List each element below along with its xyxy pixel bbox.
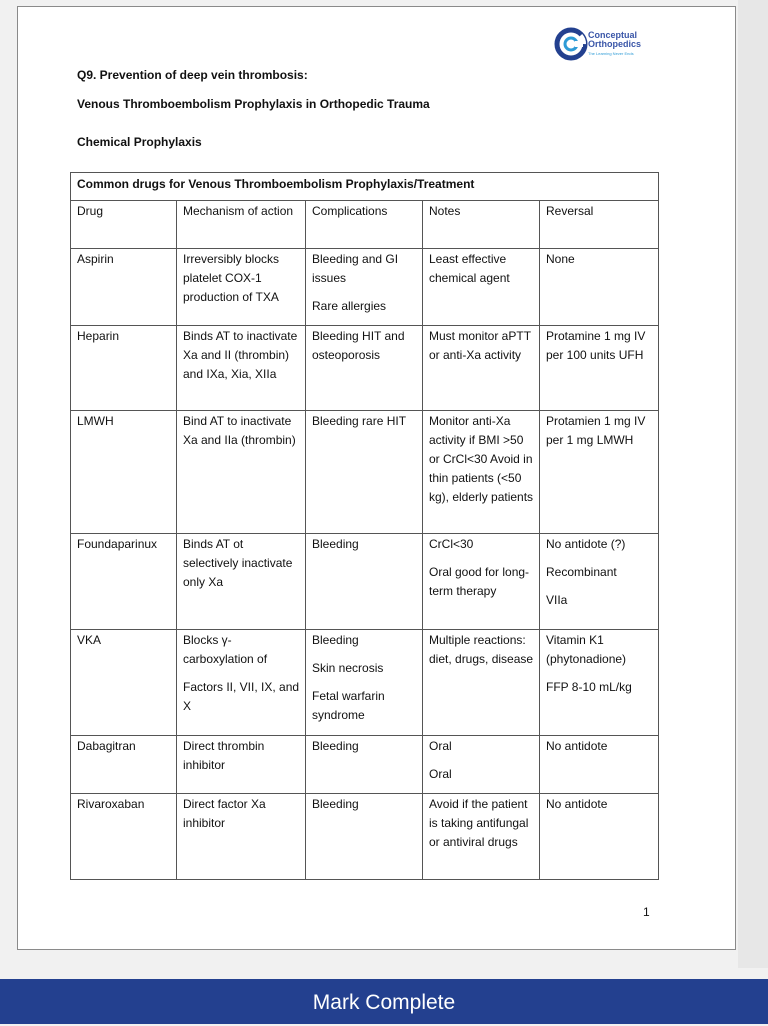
mechanism-cell: Binds AT ot selectively inactivate only Xa xyxy=(177,534,306,630)
logo-name-line1: Conceptual xyxy=(588,30,638,40)
logo-tagline: The Learning Never Ends xyxy=(588,51,634,56)
mechanism-cell: Bind AT to inactivate Xa and IIa (thrombin) xyxy=(177,411,306,534)
header-complications: Complications xyxy=(306,201,423,249)
reversal-cell: No antidote xyxy=(540,736,659,794)
table-row xyxy=(71,794,659,880)
reversal-cell: None xyxy=(540,249,659,326)
complication-text: Bleeding and GI issues xyxy=(312,252,399,285)
header-drug: Drug xyxy=(71,201,177,249)
mechanism-text: Blocks γ-carboxylation of xyxy=(183,633,268,666)
complication-text: Rare allergies xyxy=(312,299,387,313)
notes-cell: Least effective chemical agent xyxy=(423,249,540,326)
document-subtitle: Venous Thromboembolism Prophylaxis in Orthopedic Trauma xyxy=(77,97,430,111)
reversal-cell: Protamien 1 mg IV per 1 mg LMWH xyxy=(540,411,659,534)
section-title: Chemical Prophylaxis xyxy=(77,135,202,149)
drug-name-cell: Aspirin xyxy=(71,249,177,326)
complications-cell: Bleeding xyxy=(306,736,423,794)
table-row xyxy=(71,249,659,326)
complication-text: Fetal warfarin syndrome xyxy=(312,689,385,722)
table-caption: Common drugs for Venous Thromboembolism Prophylaxis/Treatment xyxy=(71,173,659,201)
reversal-cell xyxy=(540,630,659,736)
notes-cell: Monitor anti-Xa activity if BMI >50 or CrCl<30 Avoid in thin patients (<50 kg), elderly patients xyxy=(423,411,540,534)
reversal-cell: No antidote xyxy=(540,794,659,880)
scrollbar-track[interactable] xyxy=(738,0,768,968)
logo-name-line2: Orthopedics xyxy=(588,39,642,49)
complications-cell: Bleeding rare HIT xyxy=(306,411,423,534)
question-title: Q9. Prevention of deep vein thrombosis: xyxy=(77,68,308,82)
notes-text: Oral good for long-term therapy xyxy=(429,565,530,598)
logo-wordmark xyxy=(588,31,658,49)
mechanism-text: Factors II, VII, IX, and X xyxy=(183,680,300,713)
header-mechanism: Mechanism of action xyxy=(177,201,306,249)
complications-cell xyxy=(306,630,423,736)
reversal-text: Vitamin K1 (phytonadione) xyxy=(546,633,627,666)
header-notes: Notes xyxy=(423,201,540,249)
reversal-text: Recombinant xyxy=(546,565,617,579)
reversal-text: FFP 8-10 mL/kg xyxy=(546,680,632,694)
mechanism-cell: Direct factor Xa inhibitor xyxy=(177,794,306,880)
reversal-cell: Protamine 1 mg IV per 100 units UFH xyxy=(540,326,659,411)
reversal-cell xyxy=(540,534,659,630)
table-row xyxy=(71,326,659,411)
notes-text: CrCl<30 xyxy=(429,537,474,551)
notes-cell: Avoid if the patient is taking antifungal or antiviral drugs xyxy=(423,794,540,880)
notes-cell: Must monitor aPTT or anti-Xa activity xyxy=(423,326,540,411)
drug-name-cell: Rivaroxaban xyxy=(71,794,177,880)
drug-name-cell: LMWH xyxy=(71,411,177,534)
table-row xyxy=(71,736,659,794)
drug-name-cell: Heparin xyxy=(71,326,177,411)
drug-name-cell: Dabagitran xyxy=(71,736,177,794)
document-page xyxy=(17,6,736,950)
mark-complete-button[interactable]: Mark Complete xyxy=(0,979,768,1024)
reversal-text: No antidote (?) xyxy=(546,537,626,551)
drug-table xyxy=(70,172,659,880)
complications-cell: Bleeding xyxy=(306,534,423,630)
complications-cell xyxy=(306,249,423,326)
reversal-text: VIIa xyxy=(546,593,568,607)
mechanism-cell: Binds AT to inactivate Xa and II (thrombin) and IXa, Xia, XIIa xyxy=(177,326,306,411)
mechanism-cell: Direct thrombin inhibitor xyxy=(177,736,306,794)
table-header-row xyxy=(71,201,659,249)
brand-logo xyxy=(554,27,654,61)
complications-cell: Bleeding xyxy=(306,794,423,880)
complications-cell: Bleeding HIT and osteoporosis xyxy=(306,326,423,411)
drug-name-cell: Foundaparinux xyxy=(71,534,177,630)
notes-text: Oral xyxy=(429,739,452,753)
notes-cell: Multiple reactions: diet, drugs, disease xyxy=(423,630,540,736)
complication-text: Skin necrosis xyxy=(312,661,384,675)
notes-cell xyxy=(423,736,540,794)
table-row xyxy=(71,630,659,736)
table-row xyxy=(71,411,659,534)
table-caption-row xyxy=(71,173,659,201)
notes-cell xyxy=(423,534,540,630)
complication-text: Bleeding xyxy=(312,633,359,647)
drug-name-cell: VKA xyxy=(71,630,177,736)
conceptual-orthopedics-logo-icon xyxy=(554,27,588,61)
mechanism-cell xyxy=(177,630,306,736)
notes-text: Oral xyxy=(429,767,452,781)
table-row xyxy=(71,534,659,630)
page-number: 1 xyxy=(643,905,650,919)
header-reversal: Reversal xyxy=(540,201,659,249)
mechanism-cell: Irreversibly blocks platelet COX-1 production of TXA xyxy=(177,249,306,326)
